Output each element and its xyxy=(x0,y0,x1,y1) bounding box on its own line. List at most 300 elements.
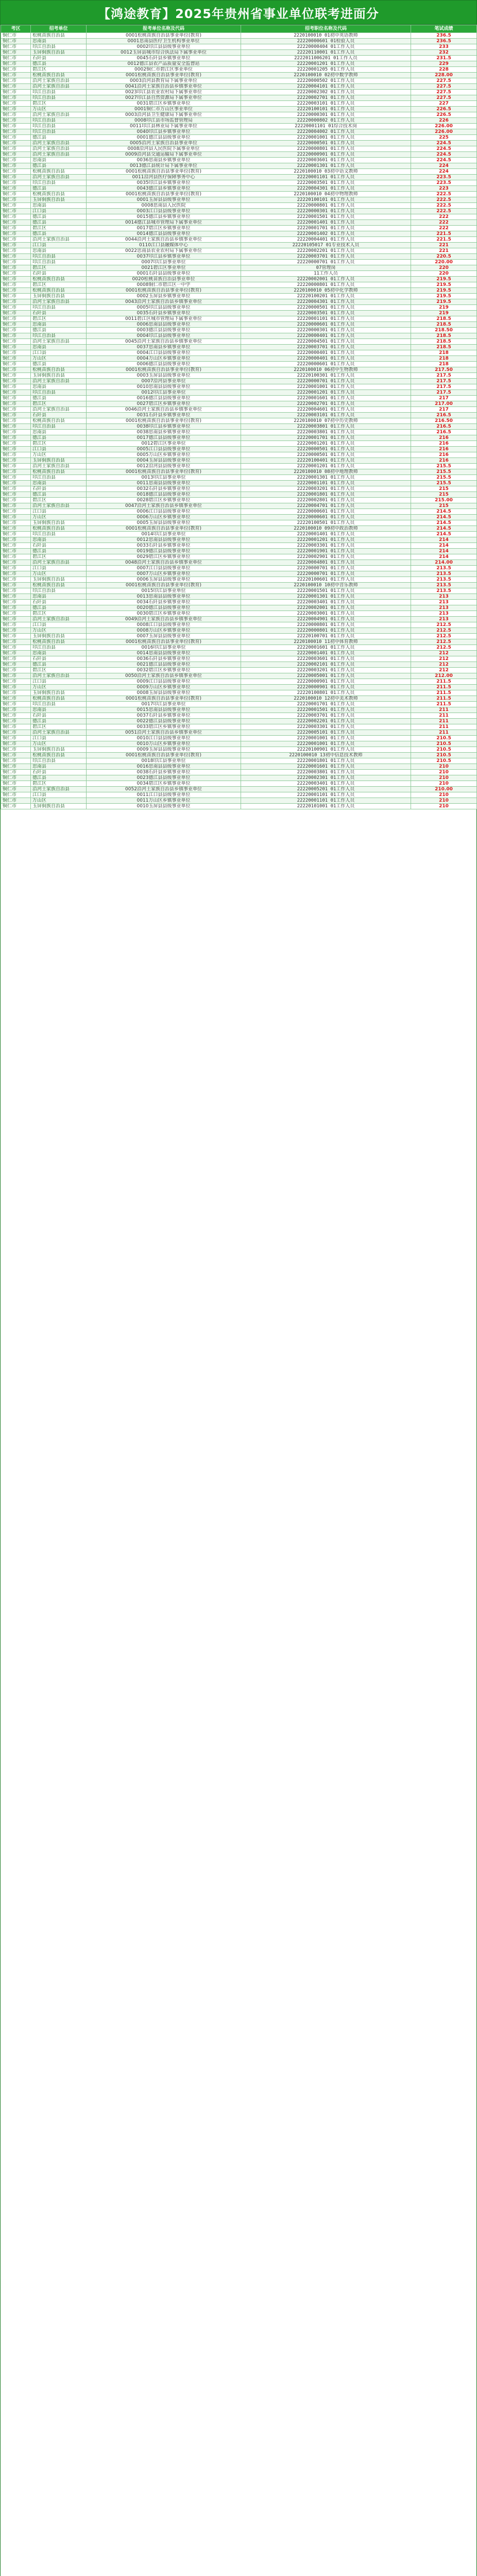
cell-pos: 0007江口县县级事业单位 xyxy=(87,566,241,571)
cell-score: 227.5 xyxy=(411,84,477,90)
cell-score: 217.5 xyxy=(411,373,477,379)
table-row xyxy=(1,135,477,141)
cell-score: 227.5 xyxy=(411,95,477,101)
cell-pos: 0006思南县县级事业单位 xyxy=(87,322,241,328)
cell-loc: 铜仁市 xyxy=(1,577,31,583)
cell-score: 218.5 xyxy=(411,333,477,339)
table-row xyxy=(1,186,477,192)
cell-dept: 思南县 xyxy=(31,39,87,44)
cell-pos: 0001松桃苗族自治县事业单位(教育) xyxy=(87,696,241,702)
cell-pos: 0021碧江区事业单位 xyxy=(87,265,241,271)
cell-pos: 0011印江县林业局下属事业单位 xyxy=(87,124,241,129)
cell-code: 22220003201 01工作人员 xyxy=(241,486,411,492)
cell-dept: 玉屏侗族自治县 xyxy=(31,804,87,809)
cell-pos: 0004江口县县级事业单位 xyxy=(87,350,241,356)
table-header-row xyxy=(1,25,477,33)
cell-pos: 0007万山区乡镇事业单位 xyxy=(87,571,241,577)
cell-code: 22220003101 01工作人员 xyxy=(241,413,411,418)
cell-dept: 松桃苗族自治县 xyxy=(31,367,87,373)
cell-pos: 0052沿河土家族自治县乡镇事业单位 xyxy=(87,787,241,792)
cell-code: 22220000301 01工作人员 xyxy=(241,112,411,118)
cell-score: 214 xyxy=(411,543,477,549)
cell-dept: 碧江区 xyxy=(31,441,87,447)
cell-code: 22220001001 01工作人员 xyxy=(241,135,411,141)
cell-score: 211.5 xyxy=(411,679,477,685)
cell-pos: 0038思南县乡镇事业单位 xyxy=(87,430,241,435)
cell-pos: 0110江口县融媒体中心 xyxy=(87,243,241,248)
cell-score: 212.00 xyxy=(411,673,477,679)
cell-dept: 德江县 xyxy=(31,492,87,498)
cell-dept: 德江县 xyxy=(31,362,87,367)
cell-loc: 铜仁市 xyxy=(1,435,31,441)
cell-score: 220 xyxy=(411,265,477,271)
cell-pos: 0009玉屏县县级事业单位 xyxy=(87,747,241,753)
cell-dept: 玉屏侗族自治县 xyxy=(31,197,87,203)
table-row xyxy=(1,560,477,566)
cell-pos: 0008铜仁市碧江区一中学 xyxy=(87,282,241,288)
table-row xyxy=(1,413,477,418)
cell-code: 22220004701 01工作人员 xyxy=(241,503,411,509)
cell-code: 22220000401 01工作人员 xyxy=(241,350,411,356)
cell-dept: 松桃苗族自治县 xyxy=(31,696,87,702)
cell-score: 211 xyxy=(411,730,477,736)
cell-loc: 铜仁市 xyxy=(1,549,31,554)
cell-dept: 石阡县 xyxy=(31,713,87,719)
table-row xyxy=(1,141,477,146)
cell-code: 22220005001 01工作人员 xyxy=(241,673,411,679)
table-row xyxy=(1,639,477,645)
cell-dept: 万山区 xyxy=(31,452,87,458)
cell-pos: 0002玉屏县乡镇事业单位 xyxy=(87,294,241,299)
cell-loc: 铜仁市 xyxy=(1,605,31,611)
table-row xyxy=(1,685,477,690)
cell-loc: 铜仁市 xyxy=(1,764,31,770)
header-score: 笔试成绩 xyxy=(411,25,477,33)
cell-loc: 铜仁市 xyxy=(1,560,31,566)
cell-score: 216.50 xyxy=(411,418,477,424)
cell-code: 2220100010 07初中历史教师 xyxy=(241,418,411,424)
table-row xyxy=(1,707,477,713)
cell-loc: 铜仁市 xyxy=(1,486,31,492)
table-row xyxy=(1,435,477,441)
cell-code: 2220100010 08初中地理教师 xyxy=(241,469,411,475)
header-code: 招考职位名称及代码 xyxy=(241,25,411,33)
cell-loc: 铜仁市 xyxy=(1,282,31,288)
cell-code: 22220001601 01工作人员 xyxy=(241,645,411,651)
cell-code: 22220004901 01工作人员 xyxy=(241,617,411,622)
cell-dept: 沿河土家族自治县 xyxy=(31,299,87,305)
cell-pos: 0001松桃苗族自治县事业单位(教育) xyxy=(87,33,241,39)
table-row xyxy=(1,758,477,764)
cell-loc: 铜仁市 xyxy=(1,458,31,464)
cell-pos: 0010江口县县级事业单位 xyxy=(87,736,241,741)
cell-score: 215.5 xyxy=(411,475,477,481)
table-row xyxy=(1,61,477,67)
table-row xyxy=(1,656,477,662)
cell-score: 212 xyxy=(411,651,477,656)
cell-dept: 印江自治县 xyxy=(31,124,87,129)
table-row xyxy=(1,452,477,458)
table-row xyxy=(1,118,477,124)
table-row xyxy=(1,787,477,792)
table-row xyxy=(1,107,477,112)
cell-score: 216 xyxy=(411,458,477,464)
cell-loc: 铜仁市 xyxy=(1,101,31,107)
cell-pos: 0009江口县县级事业单位 xyxy=(87,679,241,685)
cell-code: 22220003301 01工作人员 xyxy=(241,543,411,549)
cell-score: 216 xyxy=(411,441,477,447)
cell-score: 219.5 xyxy=(411,277,477,282)
cell-dept: 碧江区 xyxy=(31,401,87,407)
table-row xyxy=(1,401,477,407)
table-row xyxy=(1,345,477,350)
cell-code: 22220003601 01工作人员 xyxy=(241,158,411,163)
cell-score: 224.5 xyxy=(411,152,477,158)
cell-pos: 0049沿河土家族自治县乡镇事业单位 xyxy=(87,617,241,622)
cell-score: 215.5 xyxy=(411,464,477,469)
cell-dept: 沿河土家族自治县 xyxy=(31,112,87,118)
cell-code: 22220002901 01工作人员 xyxy=(241,554,411,560)
cell-dept: 德江县 xyxy=(31,220,87,226)
cell-loc: 铜仁市 xyxy=(1,379,31,384)
cell-dept: 印江自治县 xyxy=(31,95,87,101)
cell-dept: 石阡县 xyxy=(31,543,87,549)
cell-loc: 铜仁市 xyxy=(1,124,31,129)
cell-code: 22220003701 01工作人员 xyxy=(241,254,411,260)
table-row xyxy=(1,294,477,299)
cell-code: 22220100601 01工作人员 xyxy=(241,577,411,583)
cell-code: 22220004601 01工作人员 xyxy=(241,407,411,413)
cell-loc: 铜仁市 xyxy=(1,418,31,424)
table-row xyxy=(1,458,477,464)
cell-pos: 0012玉屏县城市综合执法局下属事业单位 xyxy=(87,50,241,56)
cell-dept: 碧江区 xyxy=(31,668,87,673)
table-row xyxy=(1,566,477,571)
cell-loc: 铜仁市 xyxy=(1,600,31,605)
table-row xyxy=(1,260,477,265)
cell-dept: 思南县 xyxy=(31,481,87,486)
table-row xyxy=(1,651,477,656)
table-row xyxy=(1,152,477,158)
cell-score: 214 xyxy=(411,554,477,560)
cell-code: 22220001901 01工作人员 xyxy=(241,549,411,554)
cell-code: 22220001801 01工作人员 xyxy=(241,492,411,498)
cell-pos: 0008江口县县级事业单位 xyxy=(87,622,241,628)
cell-dept: 松桃苗族自治县 xyxy=(31,526,87,532)
cell-pos: 0017印江县事业单位 xyxy=(87,702,241,707)
cell-score: 211 xyxy=(411,719,477,724)
cell-score: 214.5 xyxy=(411,532,477,537)
cell-score: 213.5 xyxy=(411,577,477,583)
cell-loc: 铜仁市 xyxy=(1,509,31,515)
cell-loc: 铜仁市 xyxy=(1,294,31,299)
cell-pos: 0048沿河土家族自治县乡镇事业单位 xyxy=(87,560,241,566)
cell-code: 22220001701 01工作人员 xyxy=(241,435,411,441)
cell-score: 211.5 xyxy=(411,690,477,696)
cell-pos: 0016德江县县级事业单位 xyxy=(87,396,241,401)
cell-code: 22220004301 01工作人员 xyxy=(241,299,411,305)
cell-score: 219.5 xyxy=(411,282,477,288)
cell-code: 11工作人员 xyxy=(241,271,411,277)
cell-pos: 0044沿河土家族自治县乡镇事业单位 xyxy=(87,237,241,243)
cell-score: 218.5 xyxy=(411,316,477,322)
cell-code: 22220001501 01工作人员 xyxy=(241,707,411,713)
cell-loc: 铜仁市 xyxy=(1,305,31,311)
table-row xyxy=(1,668,477,673)
table-row xyxy=(1,611,477,617)
table-row xyxy=(1,288,477,294)
cell-code: 22220001201 01工作人员 xyxy=(241,61,411,67)
table-row xyxy=(1,231,477,237)
table-row xyxy=(1,628,477,634)
cell-score: 217.5 xyxy=(411,379,477,384)
table-row xyxy=(1,305,477,311)
table-row xyxy=(1,554,477,560)
cell-dept: 印江自治县 xyxy=(31,333,87,339)
cell-pos: 0001松桃苗族自治县事业单位(教育) xyxy=(87,367,241,373)
cell-pos: 0012碧江区事业单位 xyxy=(87,441,241,447)
cell-loc: 铜仁市 xyxy=(1,107,31,112)
cell-dept: 碧江区 xyxy=(31,498,87,503)
cell-code: 07管理岗 xyxy=(241,265,411,271)
cell-code: 22220000301 01工作人员 xyxy=(241,328,411,333)
table-row xyxy=(1,192,477,197)
cell-loc: 铜仁市 xyxy=(1,163,31,169)
cell-pos: 0010思南县县级事业单位 xyxy=(87,384,241,390)
cell-dept: 德江县 xyxy=(31,435,87,441)
cell-loc: 铜仁市 xyxy=(1,617,31,622)
cell-score: 219.5 xyxy=(411,294,477,299)
cell-pos: 0003沿河县卫生健康局下属事业单位 xyxy=(87,112,241,118)
cell-loc: 铜仁市 xyxy=(1,90,31,95)
table-row xyxy=(1,543,477,549)
cell-score: 210 xyxy=(411,764,477,770)
cell-dept: 碧江区 xyxy=(31,554,87,560)
cell-score: 216.5 xyxy=(411,430,477,435)
table-row xyxy=(1,430,477,435)
cell-loc: 铜仁市 xyxy=(1,804,31,809)
cell-loc: 铜仁市 xyxy=(1,452,31,458)
cell-pos: 0001松桃苗族自治县事业单位(教育) xyxy=(87,639,241,645)
cell-dept: 江口县 xyxy=(31,243,87,248)
cell-pos: 0006玉屏县县级事业单位 xyxy=(87,577,241,583)
cell-pos: 0003德江县县级事业单位 xyxy=(87,328,241,333)
cell-dept: 印江自治县 xyxy=(31,475,87,481)
cell-code: 22220002201 01工作人员 xyxy=(241,719,411,724)
cell-loc: 铜仁市 xyxy=(1,520,31,526)
cell-score: 218.5 xyxy=(411,339,477,345)
cell-pos: 0040印江县乡镇事业单位 xyxy=(87,129,241,135)
cell-code: 22220000701 01工作人员 xyxy=(241,260,411,265)
cell-score: 215.00 xyxy=(411,498,477,503)
table-row xyxy=(1,271,477,277)
cell-loc: 铜仁市 xyxy=(1,498,31,503)
cell-score: 213.5 xyxy=(411,588,477,594)
cell-dept: 沿河土家族自治县 xyxy=(31,175,87,180)
cell-score: 216.5 xyxy=(411,413,477,418)
cell-pos: 0009万山区乡镇事业单位 xyxy=(87,685,241,690)
cell-loc: 铜仁市 xyxy=(1,679,31,685)
cell-loc: 铜仁市 xyxy=(1,61,31,67)
cell-score: 210.00 xyxy=(411,787,477,792)
cell-code: 22220004002 01工作人员 xyxy=(241,129,411,135)
cell-code: 2220100010 09初中政治教师 xyxy=(241,526,411,532)
cell-dept: 思南县 xyxy=(31,248,87,254)
cell-pos: 0001石阡县县级事业单位 xyxy=(87,271,241,277)
cell-score: 215 xyxy=(411,486,477,492)
cell-dept: 沿河土家族自治县 xyxy=(31,787,87,792)
cell-score: 219.5 xyxy=(411,299,477,305)
cell-dept: 思南县 xyxy=(31,764,87,770)
table-row xyxy=(1,571,477,577)
cell-code: 2220100010 01初中英语教师 xyxy=(241,33,411,39)
cell-score: 210 xyxy=(411,781,477,787)
table-row xyxy=(1,390,477,396)
cell-pos: 0011万山区乡镇事业单位 xyxy=(87,798,241,804)
cell-pos: 0031石阡县乡镇事业单位 xyxy=(87,413,241,418)
cell-pos: 0008印江县市场监督管理局 xyxy=(87,118,241,124)
table-row xyxy=(1,362,477,367)
cell-dept: 德江县 xyxy=(31,662,87,668)
cell-code: 22220001001 01工作人员 xyxy=(241,384,411,390)
cell-loc: 铜仁市 xyxy=(1,396,31,401)
table-row xyxy=(1,146,477,152)
cell-score: 228.00 xyxy=(411,73,477,78)
cell-dept: 松桃苗族自治县 xyxy=(31,753,87,758)
cell-score: 210 xyxy=(411,798,477,804)
cell-score: 222.5 xyxy=(411,209,477,214)
cell-dept: 德江县 xyxy=(31,396,87,401)
cell-code: 22220002701 01工作人员 xyxy=(241,95,411,101)
cell-loc: 铜仁市 xyxy=(1,651,31,656)
cell-code: 22220001101 01工作人员 xyxy=(241,316,411,322)
table-row xyxy=(1,486,477,492)
table-row xyxy=(1,158,477,163)
cell-score: 222 xyxy=(411,226,477,231)
cell-loc: 铜仁市 xyxy=(1,724,31,730)
cell-loc: 铜仁市 xyxy=(1,112,31,118)
cell-score: 214.00 xyxy=(411,560,477,566)
cell-score: 236.5 xyxy=(411,39,477,44)
table-row xyxy=(1,673,477,679)
cell-score: 224 xyxy=(411,169,477,175)
cell-loc: 铜仁市 xyxy=(1,203,31,209)
cell-loc: 铜仁市 xyxy=(1,362,31,367)
cell-loc: 铜仁市 xyxy=(1,384,31,390)
cell-loc: 铜仁市 xyxy=(1,169,31,175)
cell-loc: 铜仁市 xyxy=(1,537,31,543)
cell-score: 222 xyxy=(411,214,477,220)
table-row xyxy=(1,209,477,214)
table-row xyxy=(1,384,477,390)
cell-code: 22220000501 01工作人员 xyxy=(241,141,411,146)
cell-dept: 石阡县 xyxy=(31,56,87,61)
table-row xyxy=(1,713,477,719)
cell-score: 215 xyxy=(411,503,477,509)
cell-pos: 0029碧江区乡镇事业单位 xyxy=(87,554,241,560)
table-row xyxy=(1,265,477,271)
cell-score: 224.5 xyxy=(411,141,477,146)
cell-loc: 铜仁市 xyxy=(1,588,31,594)
cell-dept: 松桃苗族自治县 xyxy=(31,277,87,282)
cell-code: 22220000601 01工作人员 xyxy=(241,322,411,328)
cell-dept: 玉屏侗族自治县 xyxy=(31,747,87,753)
cell-pos: 0005玉屏县县级事业单位 xyxy=(87,520,241,526)
cell-score: 224.5 xyxy=(411,158,477,163)
cell-score: 224.5 xyxy=(411,146,477,152)
cell-pos: 0005印江县县级事业单位 xyxy=(87,305,241,311)
table-row xyxy=(1,311,477,316)
table-row xyxy=(1,645,477,651)
header-loc: 考区 xyxy=(1,25,31,33)
table-row xyxy=(1,39,477,44)
cell-score: 222 xyxy=(411,220,477,226)
cell-loc: 铜仁市 xyxy=(1,753,31,758)
table-row xyxy=(1,469,477,475)
cell-code: 22220000404 01工作人员 xyxy=(241,44,411,50)
cell-score: 210.5 xyxy=(411,741,477,747)
cell-dept: 万山区 xyxy=(31,628,87,634)
cell-score: 221.5 xyxy=(411,237,477,243)
cell-dept: 万山区 xyxy=(31,741,87,747)
cell-code: 22220001101 01工作人员 xyxy=(241,481,411,486)
cell-dept: 万山区 xyxy=(31,685,87,690)
cell-pos: 0008玉屏县县级事业单位 xyxy=(87,690,241,696)
cell-loc: 铜仁市 xyxy=(1,129,31,135)
cell-loc: 铜仁市 xyxy=(1,248,31,254)
cell-pos: 0038印江县乡镇事业单位 xyxy=(87,424,241,430)
cell-score: 222.5 xyxy=(411,192,477,197)
cell-code: 22220001801 01工作人员 xyxy=(241,758,411,764)
cell-loc: 铜仁市 xyxy=(1,401,31,407)
cell-score: 211 xyxy=(411,707,477,713)
cell-pos: 0032石阡县乡镇事业单位 xyxy=(87,486,241,492)
cell-code: 22220003301 01工作人员 xyxy=(241,724,411,730)
cell-pos: 0037印江县乡镇事业单位 xyxy=(87,254,241,260)
cell-pos: 0009沿河县交通运输局下属事业单位 xyxy=(87,152,241,158)
table-row xyxy=(1,203,477,209)
cell-code: 22220002801 01工作人员 xyxy=(241,498,411,503)
cell-score: 222.5 xyxy=(411,197,477,203)
cell-pos: 0018印江县事业单位 xyxy=(87,758,241,764)
cell-score: 210.5 xyxy=(411,736,477,741)
cell-loc: 铜仁市 xyxy=(1,413,31,418)
cell-code: 22220002101 01工作人员 xyxy=(241,662,411,668)
table-row xyxy=(1,339,477,345)
cell-loc: 铜仁市 xyxy=(1,78,31,84)
cell-score: 213 xyxy=(411,611,477,617)
cell-code: 22220000802 01工作人员 xyxy=(241,118,411,124)
cell-loc: 铜仁市 xyxy=(1,747,31,753)
cell-pos: 0015德江县乡镇事业单位 xyxy=(87,214,241,220)
cell-score: 219 xyxy=(411,305,477,311)
cell-pos: 0033石阡县乡镇事业单位 xyxy=(87,543,241,549)
cell-dept: 石阡县 xyxy=(31,271,87,277)
cell-score: 210.5 xyxy=(411,753,477,758)
cell-loc: 铜仁市 xyxy=(1,299,31,305)
cell-code: 22220000501 01工作人员 xyxy=(241,452,411,458)
cell-pos: 0043沿河土家族自治县乡镇事业单位 xyxy=(87,299,241,305)
cell-score: 212.5 xyxy=(411,634,477,639)
cell-score: 218.50 xyxy=(411,328,477,333)
cell-dept: 松桃苗族自治县 xyxy=(31,73,87,78)
cell-loc: 铜仁市 xyxy=(1,430,31,435)
cell-score: 223 xyxy=(411,186,477,192)
cell-dept: 沿河土家族自治县 xyxy=(31,407,87,413)
cell-pos: 0035印江县乡镇事业单位 xyxy=(87,180,241,186)
cell-code: 22220000601 01工作人员 xyxy=(241,362,411,367)
cell-loc: 铜仁市 xyxy=(1,254,31,260)
